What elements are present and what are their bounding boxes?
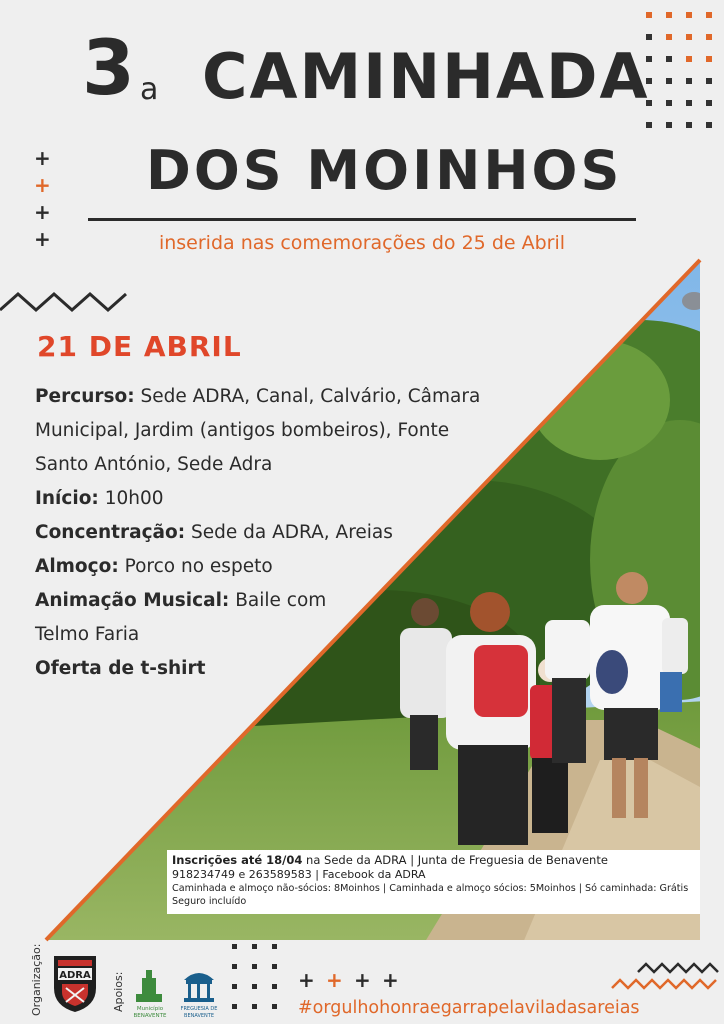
svg-text:FREGUESIA DE: FREGUESIA DE bbox=[180, 1006, 218, 1012]
registration-deadline bbox=[172, 853, 695, 868]
plus-icon: + bbox=[34, 227, 51, 251]
title-underline bbox=[88, 218, 636, 221]
meeting-line bbox=[35, 516, 515, 550]
hashtag: #orgulhohonraegarrapelaviladasareias bbox=[298, 998, 640, 1018]
lunch-line bbox=[35, 550, 515, 584]
title-number: 3 bbox=[82, 23, 135, 112]
plus-icon: + bbox=[382, 968, 399, 992]
lunch-value: Porco no espeto bbox=[118, 556, 273, 577]
route-line bbox=[35, 380, 515, 414]
title-line-1: CAMINHADA bbox=[202, 40, 650, 113]
adra-logo bbox=[50, 950, 100, 1014]
plus-icon: + bbox=[34, 173, 51, 197]
organization-label: Organização: bbox=[30, 943, 43, 1016]
title-line-2: DOS MOINHOS bbox=[146, 139, 623, 202]
subtitle: inserida nas comemorações do 25 de Abril bbox=[158, 232, 566, 254]
deadline-label: Inscrições até 18/04 bbox=[172, 853, 303, 867]
lunch-label: Almoço: bbox=[35, 556, 119, 577]
tshirt-offer: Oferta de t-shirt bbox=[35, 658, 206, 679]
municipio-benavente-logo bbox=[130, 964, 170, 1022]
support-label: Apoios: bbox=[112, 971, 125, 1012]
event-details bbox=[35, 380, 515, 686]
dot-grid-bottom bbox=[228, 940, 284, 1024]
music-label: Animação Musical: bbox=[35, 590, 230, 611]
svg-text:Município: Município bbox=[136, 1006, 164, 1012]
route-label: Percurso: bbox=[35, 386, 135, 407]
plus-icon: + bbox=[326, 968, 343, 992]
freguesia-benavente-logo bbox=[178, 964, 220, 1022]
music-value: Baile com bbox=[229, 590, 327, 611]
registration-prices: Caminhada e almoço não-sócios: 8Moinhos | Caminhada e almoço sócios: 5Moinhos | Só caminhada: Grátis bbox=[172, 883, 689, 894]
start-label: Início: bbox=[35, 488, 99, 509]
plus-icon: + bbox=[354, 968, 371, 992]
plus-icon: + bbox=[34, 146, 51, 170]
start-line bbox=[35, 482, 515, 516]
zigzag-bottom bbox=[608, 960, 724, 992]
music-line: Telmo Faria bbox=[35, 624, 140, 645]
deadline-rest: na Sede da ADRA | Junta de Freguesia de Benavente bbox=[302, 853, 608, 867]
start-value: 10h00 bbox=[98, 488, 164, 509]
zigzag-decoration bbox=[0, 288, 130, 314]
svg-text:ADRA: ADRA bbox=[59, 970, 91, 981]
plus-icon: + bbox=[298, 968, 315, 992]
registration-box bbox=[167, 850, 700, 914]
registration-contacts: 918234749 e 263589583 | Facebook da ADRA bbox=[172, 868, 426, 881]
title-ordinal: a bbox=[140, 72, 159, 107]
meeting-label: Concentração: bbox=[35, 522, 186, 543]
tshirt-line bbox=[35, 652, 515, 686]
dot-grid-top bbox=[640, 8, 724, 134]
lamp-post-fragment bbox=[680, 286, 700, 316]
music-line bbox=[35, 584, 515, 618]
registration-insurance: Seguro incluído bbox=[172, 896, 247, 907]
route-value: Sede ADRA, Canal, Calvário, Câmara bbox=[134, 386, 481, 407]
route-line: Santo António, Sede Adra bbox=[35, 454, 273, 475]
meeting-value: Sede da ADRA, Areias bbox=[185, 522, 393, 543]
route-line: Municipal, Jardim (antigos bombeiros), Fonte bbox=[35, 420, 450, 441]
svg-text:BENAVENTE: BENAVENTE bbox=[133, 1013, 167, 1019]
plus-icon: + bbox=[34, 200, 51, 224]
svg-text:BENAVENTE: BENAVENTE bbox=[184, 1013, 214, 1019]
event-date: 21 DE ABRIL bbox=[37, 330, 242, 363]
